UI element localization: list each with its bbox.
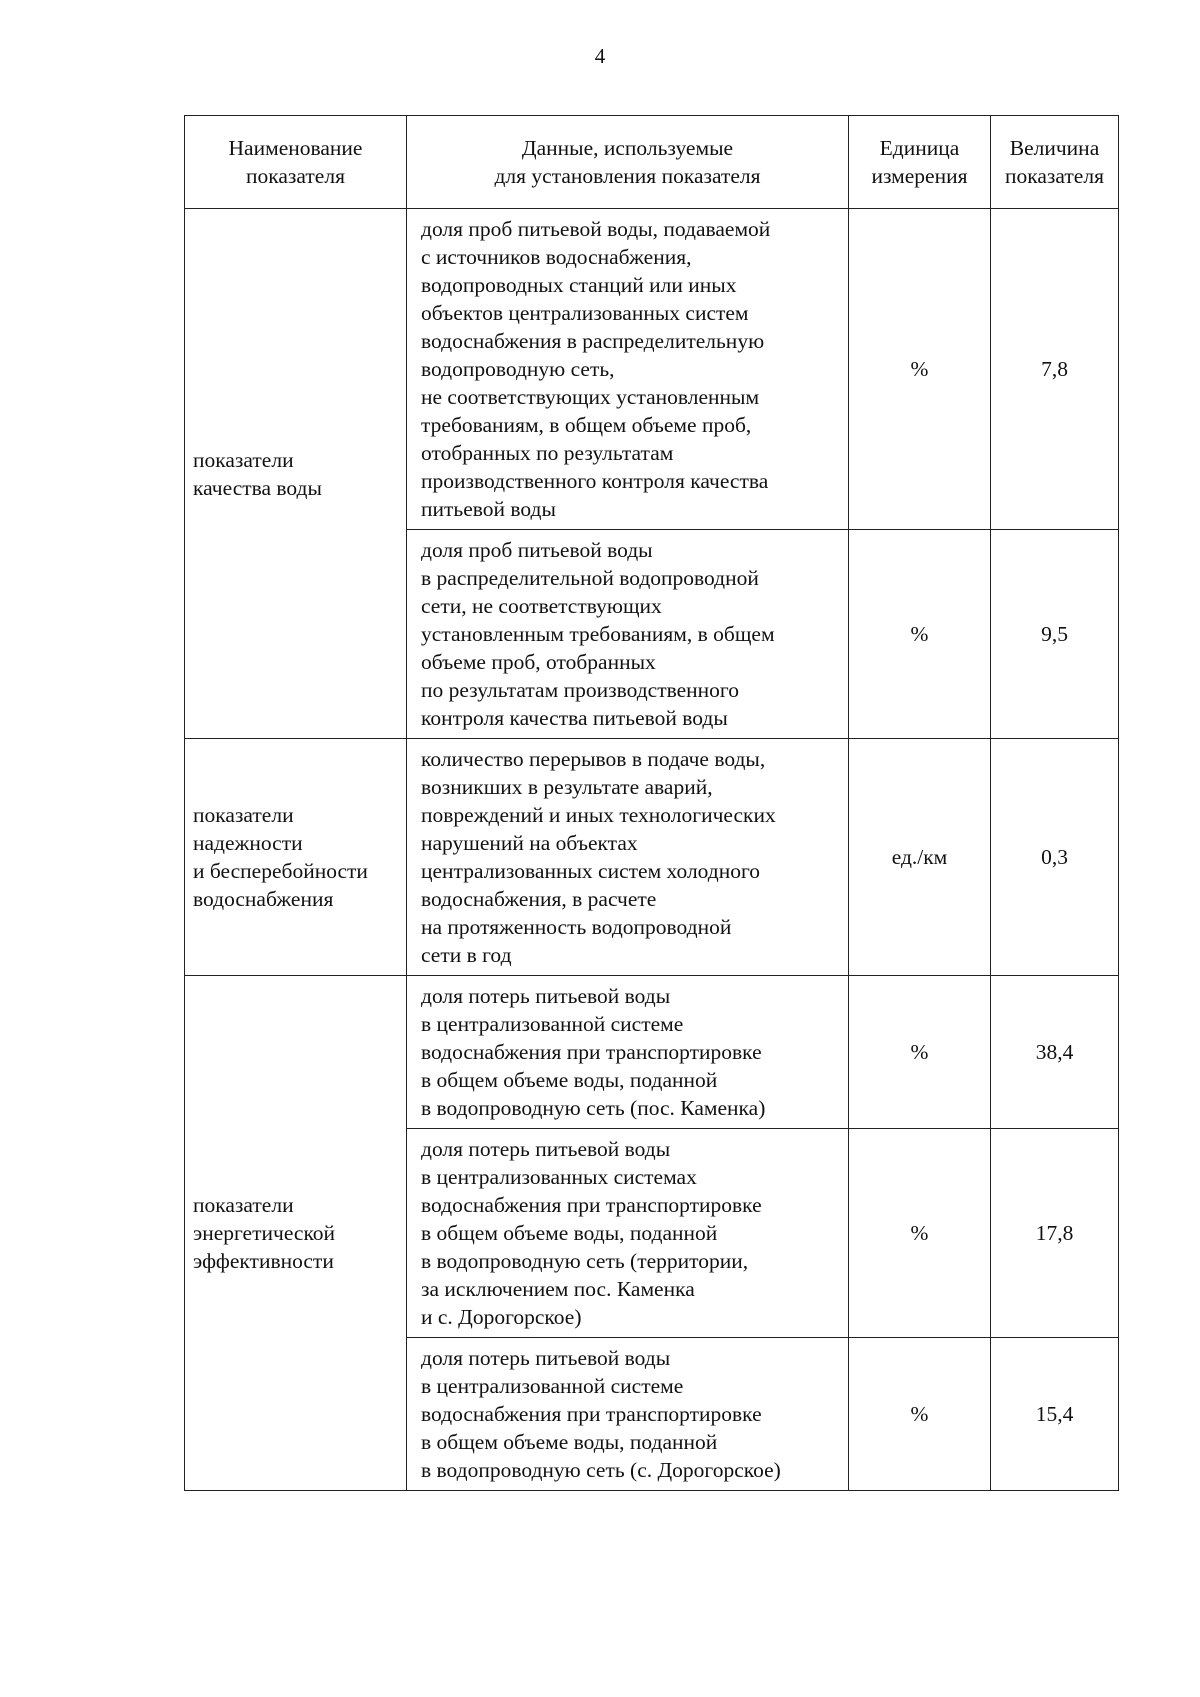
indicator-value: 15,4 bbox=[991, 1338, 1119, 1491]
indicator-data: доля проб питьевой воды в распределительной водопроводной сети, не соответствующих установленным требованиям, в общем объеме проб, отобранных по результатам производственного контроля качества питьевой воды bbox=[407, 530, 849, 739]
header-name: Наименование показателя bbox=[185, 116, 407, 209]
header-value: Величина показателя bbox=[991, 116, 1119, 209]
indicators-table bbox=[184, 115, 1119, 1491]
indicator-unit: % bbox=[849, 209, 991, 530]
indicator-value: 9,5 bbox=[991, 530, 1119, 739]
table-row bbox=[185, 209, 1119, 530]
indicator-name-energy-efficiency: показатели энергетической эффективности bbox=[185, 976, 407, 1491]
indicator-value: 38,4 bbox=[991, 976, 1119, 1129]
indicator-unit: % bbox=[849, 1129, 991, 1338]
indicator-data: доля потерь питьевой воды в централизованной системе водоснабжения при транспортировке в общем объеме воды, поданной в водопроводную сеть (с. Дорогорское) bbox=[407, 1338, 849, 1491]
indicator-data: доля проб питьевой воды, подаваемой с источников водоснабжения, водопроводных станций или иных объектов централизованных систем водоснабжения в распределительную водопроводную сеть, не соответствующих установленным требованиям, в общем объеме проб, отобранных по результатам производственного контроля качества питьевой воды bbox=[407, 209, 849, 530]
header-unit: Единица измерения bbox=[849, 116, 991, 209]
indicator-unit: % bbox=[849, 530, 991, 739]
indicator-unit: ед./км bbox=[849, 739, 991, 976]
indicator-data: количество перерывов в подаче воды, возникших в результате аварий, повреждений и иных технологических нарушений на объектах централизованных систем холодного водоснабжения, в расчете на протяженность водопроводной сети в год bbox=[407, 739, 849, 976]
indicator-unit: % bbox=[849, 976, 991, 1129]
header-data: Данные, используемые для установления показателя bbox=[407, 116, 849, 209]
page-number: 4 bbox=[594, 44, 606, 68]
indicator-value: 0,3 bbox=[991, 739, 1119, 976]
indicator-name-reliability: показатели надежности и бесперебойности водоснабжения bbox=[185, 739, 407, 976]
indicator-data: доля потерь питьевой воды в централизованных системах водоснабжения при транспортировке в общем объеме воды, поданной в водопроводную сеть (территории, за исключением пос. Каменка и с. Дорогорское) bbox=[407, 1129, 849, 1338]
indicator-unit: % bbox=[849, 1338, 991, 1491]
header-row bbox=[185, 116, 1119, 209]
indicator-data: доля потерь питьевой воды в централизованной системе водоснабжения при транспортировке в общем объеме воды, поданной в водопроводную сеть (пос. Каменка) bbox=[407, 976, 849, 1129]
indicator-value: 7,8 bbox=[991, 209, 1119, 530]
indicator-value: 17,8 bbox=[991, 1129, 1119, 1338]
table-row bbox=[185, 739, 1119, 976]
table-row bbox=[185, 976, 1119, 1129]
indicator-name-water-quality: показатели качества воды bbox=[185, 209, 407, 739]
